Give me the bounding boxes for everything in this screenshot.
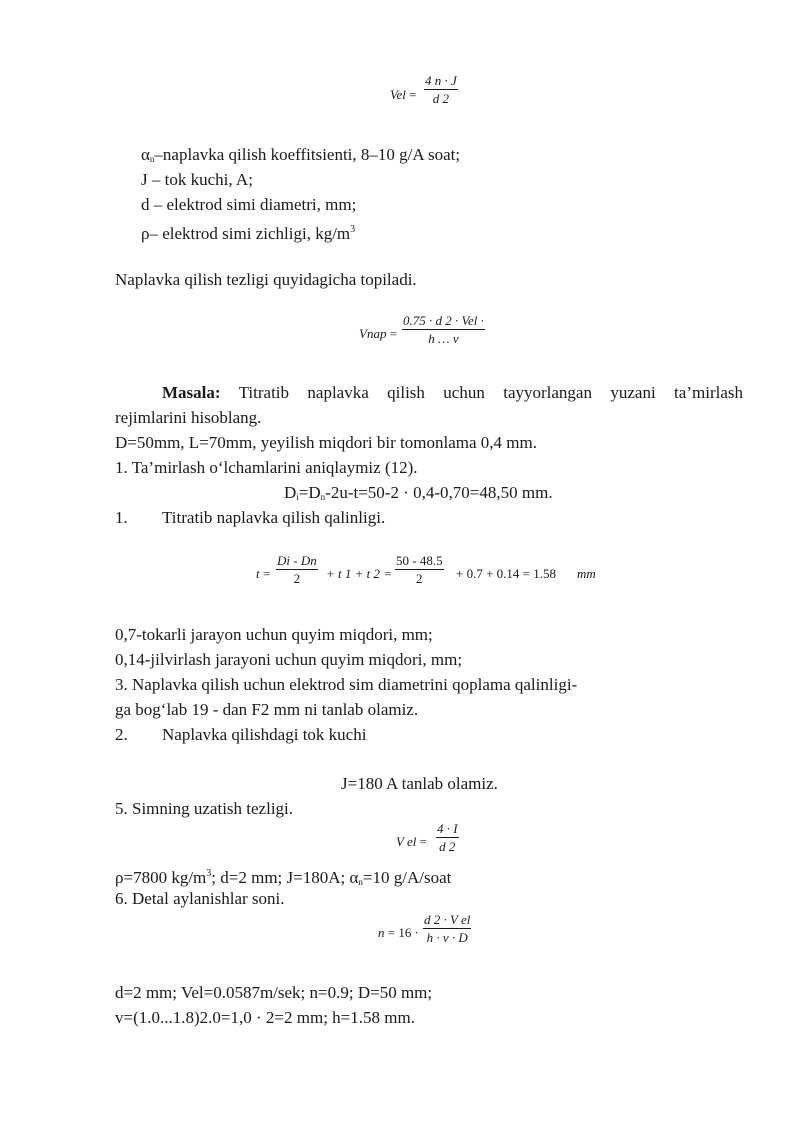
- parameters-line-2: d=2 mm; Vel=0.0587m/sek; n=0.9; D=50 mm;: [115, 983, 433, 1002]
- formula-vel-lhs: Vel =: [390, 87, 417, 102]
- step-5-heading: 5. Simning uzatish tezligi.: [115, 799, 294, 818]
- formula-t-middle: + t 1 + t 2 =: [326, 566, 393, 581]
- step-1-calculation: $D_i=D_n-2u-t=50-2 \cdot 0,4-0,70=48,50$ mm.: [284, 483, 553, 502]
- note-turning: 0,7-tokarli jarayon uchun quyim miqdori, mm;: [115, 625, 433, 644]
- formula-vnap-fraction: [402, 313, 485, 346]
- formula-vnap-lhs: Vnap =: [359, 326, 398, 341]
- step-1-heading: 1. Ta’mirlash o‘lchamlarini aniqlaymiz (12).: [115, 458, 418, 477]
- definition-current: J – tok kuchi, A;: [141, 170, 253, 189]
- step-3-line1: 3. Naplavka qilish uchun elektrod sim diametrini qoplama qalinligi-: [115, 675, 578, 694]
- formula-t-denominator-2: 2: [416, 571, 423, 586]
- step-6-heading: 6. Detal aylanishlar soni.: [115, 889, 285, 908]
- formula-vel-numerator: 4 n · J: [425, 73, 457, 88]
- formula-t-fraction-2: [395, 553, 444, 586]
- formula-t-denominator-1: 2: [293, 571, 301, 586]
- given-data: D=50mm, L=70mm, yeyilish miqdori bir tomonlama 0,4 mm.: [115, 433, 537, 452]
- formula-n-numerator: d 2 · V el: [424, 912, 471, 927]
- formula-vel-2-lhs: V el =: [396, 834, 427, 849]
- formula-t-numerator-2: 50 - 48.5: [396, 553, 443, 568]
- formula-vnap-denominator: h … v: [428, 331, 459, 346]
- note-grinding: 0,14-jilvirlash jarayoni uchun quyim miqdori, mm;: [115, 650, 463, 669]
- intro-speed-text: Naplavka qilish tezligi quyidagicha topiladi.: [115, 270, 417, 289]
- formula-vel-fraction: [424, 73, 458, 106]
- definition-density: ρ– elektrod simi zichligi, $kg/m^3$: [141, 224, 356, 243]
- step-a-text: Titratib naplavka qilish qalinligi.: [162, 508, 386, 527]
- step-b-number: 2.: [115, 725, 128, 744]
- formula-t-tail: + 0.7 + 0.14 = 1.58: [456, 566, 556, 581]
- step-b-text: Naplavka qilishdagi tok kuchi: [162, 725, 367, 744]
- formula-t-fraction-1: [276, 553, 318, 586]
- parameters-line-1: ρ=7800 $kg/m^3$; d=2 mm; J=180A; $\alpha_n=10$ g/A/soat: [115, 868, 452, 887]
- formula-vel-2-numerator: 4 · I: [437, 821, 458, 836]
- step-a-number: 1.: [115, 508, 128, 527]
- formula-t-lhs: t =: [256, 566, 271, 581]
- masala-line2: rejimlarini hisoblang.: [115, 408, 262, 427]
- formula-n-fraction: [423, 912, 471, 945]
- definition-diameter: d – elektrod simi diametri, mm;: [141, 195, 357, 214]
- parameters-line-3: v=(1.0...1.8)2.0=1,0 · 2=2 mm; h=1.58 mm.: [115, 1008, 415, 1027]
- formula-vel-denominator: d 2: [432, 91, 450, 106]
- formula-n-denominator: h · v · D: [426, 930, 468, 945]
- formula-t-unit: mm: [577, 566, 596, 581]
- definition-alpha: $\alpha_n$–naplavka qilish koeffitsienti, 8–10 g/A soat;: [141, 145, 461, 164]
- step-3-line2: ga bog‘lab 19 - dan F2 mm ni tanlab olamiz.: [115, 700, 419, 719]
- masala-line1: Masala: Titratib naplavka qilish uchun tayyorlangan yuzani ta’mirlash: [162, 383, 743, 402]
- formula-t-numerator-1: Di - Dn: [277, 553, 317, 568]
- formula-vnap-numerator: 0.75 · d 2 · Vel ·: [403, 313, 484, 328]
- formula-n-lhs: n = 16 ·: [378, 925, 419, 940]
- formula-vel-2-fraction: [436, 821, 459, 854]
- current-choice: J=180 A tanlab olamiz.: [341, 774, 498, 793]
- formula-vel-2-denominator: d 2: [439, 839, 456, 854]
